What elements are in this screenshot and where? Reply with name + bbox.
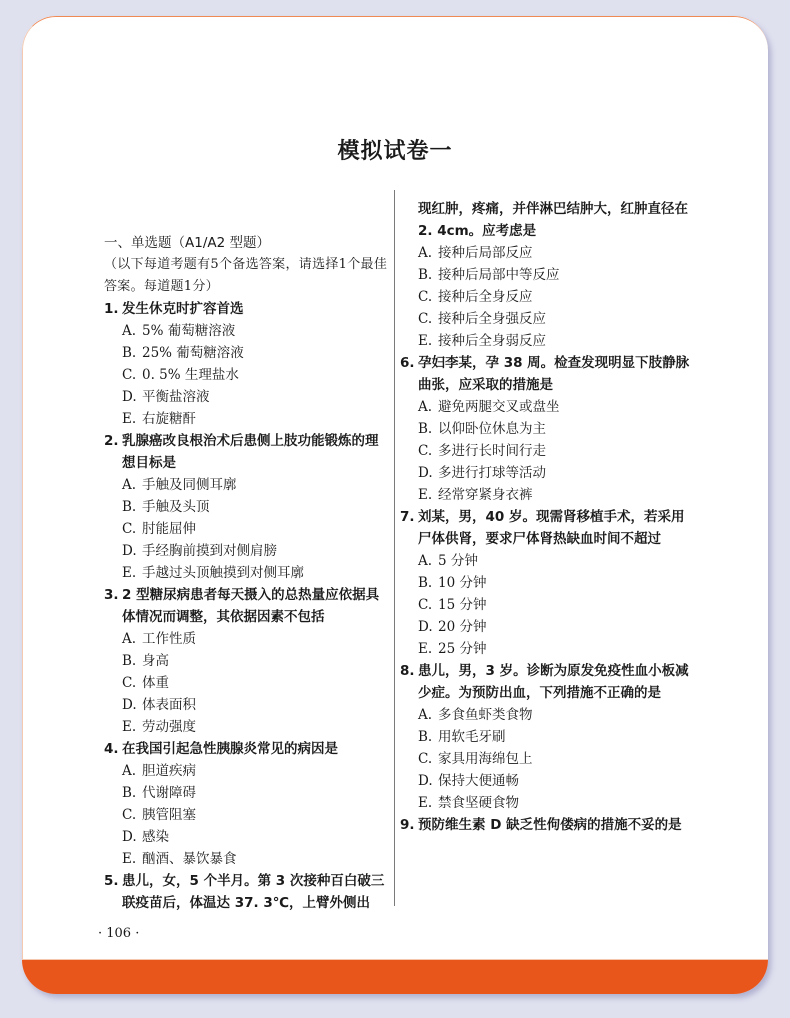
question-stem: 孕妇李某，孕 38 周。检查发现明显下肢静脉曲张，应采取的措施是 — [418, 355, 690, 393]
question-number: 2. — [104, 433, 119, 449]
option-label: E. — [122, 565, 137, 581]
option-label: D. — [122, 389, 137, 405]
option-row[interactable] — [400, 704, 690, 726]
option-row[interactable] — [104, 760, 390, 782]
option-text: 手触及头顶 — [142, 499, 210, 515]
option-row[interactable] — [104, 408, 390, 430]
option-row[interactable] — [400, 572, 690, 594]
option-label: B. — [418, 729, 433, 745]
question-stem: 患儿，女，5 个半月。第 3 次接种百白破三联疫苗后，体温达 37. 3℃，上臂外侧出 — [122, 873, 385, 911]
option-label: D. — [122, 829, 137, 845]
option-row[interactable] — [400, 308, 690, 330]
option-text: 经常穿紧身衣裤 — [438, 487, 533, 503]
option-label: C. — [418, 751, 433, 767]
option-row[interactable] — [400, 748, 690, 770]
option-row[interactable] — [400, 330, 690, 352]
option-text: 感染 — [142, 829, 169, 845]
option-label: B. — [122, 499, 137, 515]
option-row[interactable] — [400, 242, 690, 264]
option-text: 禁食坚硬食物 — [438, 795, 519, 811]
option-text: 10 分钟 — [438, 575, 487, 591]
option-text: 25% 葡萄糖溶液 — [142, 345, 244, 361]
question-stem: 患儿，男，3 岁。诊断为原发免疫性血小板减少症。为预防出血，下列措施不正确的是 — [418, 663, 689, 701]
option-text: 避免两腿交叉或盘坐 — [438, 399, 560, 415]
option-row[interactable] — [104, 320, 390, 342]
option-text: 肘能屈伸 — [142, 521, 196, 537]
option-row[interactable] — [400, 396, 690, 418]
option-label: A. — [122, 763, 137, 779]
option-row[interactable] — [400, 726, 690, 748]
option-row[interactable] — [104, 386, 390, 408]
option-text: 25 分钟 — [438, 641, 487, 657]
column-divider — [394, 190, 395, 906]
option-row[interactable] — [400, 286, 690, 308]
option-label: C. — [122, 675, 137, 691]
option-label: E. — [418, 487, 433, 503]
option-text: 多食鱼虾类食物 — [438, 707, 533, 723]
page-number: · 106 · — [98, 926, 140, 941]
option-text: 5% 葡萄糖溶液 — [142, 323, 236, 339]
right-column — [400, 198, 690, 836]
question-stem: 乳腺癌改良根治术后患侧上肢功能锻炼的理想目标是 — [122, 433, 379, 471]
option-text: 0. 5% 生理盐水 — [142, 367, 239, 383]
option-label: C. — [122, 521, 137, 537]
question-number: 3. — [104, 587, 119, 603]
option-text: 身高 — [142, 653, 169, 669]
option-label: B. — [122, 785, 137, 801]
exam-page — [22, 16, 768, 994]
option-label: A. — [418, 553, 433, 569]
option-row[interactable] — [104, 540, 390, 562]
option-row[interactable] — [400, 594, 690, 616]
question-stem: 刘某，男，40 岁。现需肾移植手术，若采用尸体供肾，要求尸体肾热缺血时间不超过 — [418, 509, 685, 547]
question-number: 1. — [104, 301, 119, 317]
question-number: 8. — [400, 663, 415, 679]
section-title: 一、单选题（A1/A2 型题） — [104, 235, 270, 251]
option-row[interactable] — [104, 672, 390, 694]
option-label: A. — [122, 323, 137, 339]
option-row[interactable] — [104, 650, 390, 672]
option-row[interactable] — [104, 848, 390, 870]
option-text: 手触及同侧耳廓 — [142, 477, 237, 493]
option-text: 手越过头顶触摸到对侧耳廓 — [142, 565, 304, 581]
option-text: 接种后全身反应 — [438, 289, 533, 305]
option-label: C. — [122, 367, 137, 383]
option-text: 体表面积 — [142, 697, 196, 713]
option-row[interactable] — [104, 342, 390, 364]
option-text: 接种后全身弱反应 — [438, 333, 546, 349]
option-text: 接种后局部中等反应 — [438, 267, 560, 283]
option-text: 代谢障碍 — [142, 785, 196, 801]
option-row[interactable] — [104, 364, 390, 386]
option-row[interactable] — [104, 474, 390, 496]
option-label: E. — [418, 795, 433, 811]
option-row[interactable] — [104, 628, 390, 650]
page-title: 模拟试卷一 — [337, 138, 453, 164]
question-stem: 2 型糖尿病患者每天摄入的总热量应依据具体情况而调整，其依据因素不包括 — [122, 587, 380, 625]
option-text: 20 分钟 — [438, 619, 487, 635]
option-label: C. — [418, 597, 433, 613]
option-text: 胰管阻塞 — [142, 807, 196, 823]
footer-accent-band — [22, 959, 768, 994]
question-7 — [400, 506, 690, 550]
question-4 — [104, 738, 390, 760]
option-text: 右旋糖酐 — [142, 411, 196, 427]
option-row[interactable] — [104, 518, 390, 540]
option-row[interactable] — [400, 264, 690, 286]
left-column — [104, 198, 390, 914]
question-1 — [104, 298, 390, 320]
option-row[interactable] — [104, 804, 390, 826]
option-row[interactable] — [400, 770, 690, 792]
question-number: 4. — [104, 741, 119, 757]
option-text: 胆道疾病 — [142, 763, 196, 779]
option-row[interactable] — [104, 782, 390, 804]
option-row[interactable] — [400, 462, 690, 484]
question-stem: 预防维生素 D 缺乏性佝偻病的措施不妥的是 — [418, 817, 682, 833]
option-row[interactable] — [400, 484, 690, 506]
question-stem: 发生休克时扩容首选 — [122, 301, 244, 317]
option-text: 家具用海绵包上 — [438, 751, 533, 767]
option-label: A. — [418, 707, 433, 723]
option-label: E. — [122, 719, 137, 735]
question-9 — [400, 814, 690, 836]
option-row[interactable] — [400, 550, 690, 572]
option-text: 5 分钟 — [438, 553, 478, 569]
option-label: E. — [122, 851, 137, 867]
question-5-continuation: 现红肿，疼痛，并伴淋巴结肿大，红肿直径在 2. 4cm。应考虑是 — [418, 201, 688, 239]
option-text: 酗酒、暴饮暴食 — [142, 851, 237, 867]
option-row[interactable] — [400, 638, 690, 660]
option-row[interactable] — [104, 716, 390, 738]
option-text: 保持大便通畅 — [438, 773, 519, 789]
option-label: C. — [122, 807, 137, 823]
question-6 — [400, 352, 690, 396]
option-label: B. — [122, 345, 137, 361]
option-label: D. — [122, 697, 137, 713]
question-8 — [400, 660, 690, 704]
option-label: A. — [418, 245, 433, 261]
option-label: E. — [122, 411, 137, 427]
option-label: C. — [418, 443, 433, 459]
option-label: B. — [418, 267, 433, 283]
question-2 — [104, 430, 390, 474]
option-text: 接种后局部反应 — [438, 245, 533, 261]
option-label: E. — [418, 333, 433, 349]
option-text: 体重 — [142, 675, 169, 691]
option-row[interactable] — [104, 562, 390, 584]
question-number: 7. — [400, 509, 415, 525]
option-row[interactable] — [400, 616, 690, 638]
option-row[interactable] — [400, 440, 690, 462]
option-label: B. — [418, 421, 433, 437]
option-text: 接种后全身强反应 — [438, 311, 546, 327]
question-number: 9. — [400, 817, 415, 833]
option-label: D. — [418, 619, 433, 635]
option-label: E. — [418, 641, 433, 657]
option-row[interactable] — [400, 792, 690, 814]
option-label: A. — [122, 631, 137, 647]
option-label: B. — [418, 575, 433, 591]
option-row[interactable] — [104, 496, 390, 518]
option-label: D. — [418, 773, 433, 789]
option-text: 多进行打球等活动 — [438, 465, 546, 481]
option-label: D. — [418, 465, 433, 481]
option-text: 手经胸前摸到对侧肩膀 — [142, 543, 277, 559]
option-text: 以仰卧位休息为主 — [438, 421, 546, 437]
option-label: C. — [418, 289, 433, 305]
section-instructions: （以下每道考题有5个备选答案，请选择1个最佳答案。每道题1分） — [104, 257, 388, 294]
option-label: C. — [418, 311, 433, 327]
question-3 — [104, 584, 390, 628]
option-text: 劳动强度 — [142, 719, 196, 735]
option-text: 多进行长时间行走 — [438, 443, 546, 459]
option-text: 用软毛牙刷 — [438, 729, 506, 745]
question-number: 6. — [400, 355, 415, 371]
option-label: B. — [122, 653, 137, 669]
option-row[interactable] — [400, 418, 690, 440]
option-row[interactable] — [104, 694, 390, 716]
option-text: 15 分钟 — [438, 597, 487, 613]
option-label: A. — [418, 399, 433, 415]
question-number: 5. — [104, 873, 119, 889]
question-5 — [104, 870, 390, 914]
option-label: D. — [122, 543, 137, 559]
option-text: 平衡盐溶液 — [142, 389, 210, 405]
question-stem: 在我国引起急性胰腺炎常见的病因是 — [122, 741, 338, 757]
option-text: 工作性质 — [142, 631, 196, 647]
option-label: A. — [122, 477, 137, 493]
option-row[interactable] — [104, 826, 390, 848]
